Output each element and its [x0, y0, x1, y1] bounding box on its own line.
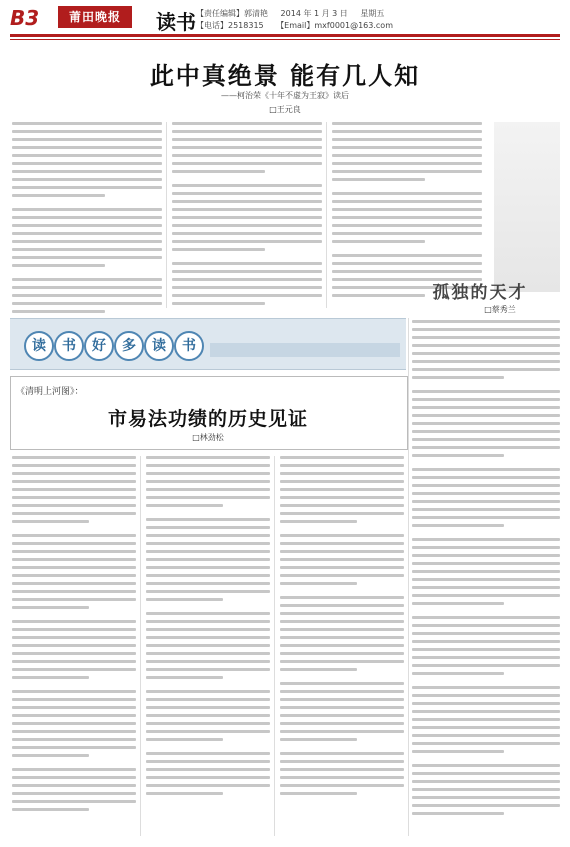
column-divider	[140, 456, 141, 836]
issue-date: 2014 年 1 月 3 日	[280, 9, 348, 18]
banner-character: 读	[24, 331, 54, 361]
page-number: B3	[10, 6, 40, 30]
second-article-byline: □林劲松	[192, 433, 224, 442]
sidebar-body	[412, 320, 560, 820]
banner-character: 书	[54, 331, 84, 361]
banner-decoration	[210, 343, 400, 357]
paper-logo: 莆田晚报	[58, 6, 132, 28]
masthead-rule-thin	[10, 39, 560, 40]
main-article-headline: 此中真绝景 能有几人知	[149, 62, 421, 90]
editor-credit: 【责任编辑】郭清艳	[196, 9, 268, 18]
column-divider	[326, 122, 327, 308]
main-article-byline: □王元良	[269, 105, 301, 114]
banner-character: 多	[114, 331, 144, 361]
issue-weekday: 星期五	[360, 9, 385, 18]
second-article-column-3	[280, 456, 404, 800]
masthead	[0, 0, 570, 44]
column-divider	[408, 318, 409, 836]
banner-character: 读	[144, 331, 174, 361]
masthead-rule	[10, 34, 560, 37]
phone-credit: 【电话】2518315	[196, 21, 264, 30]
reading-banner	[10, 318, 406, 370]
main-article-deck: ——柯治荣《十年不虚为王寂》读后	[221, 91, 349, 100]
banner-character: 书	[174, 331, 204, 361]
sidebar-illustration	[494, 122, 560, 292]
second-article-column-1	[12, 456, 136, 816]
edition-info-row-1	[196, 8, 556, 20]
main-article-column-3	[332, 122, 482, 302]
column-divider	[274, 456, 275, 836]
banner-character: 好	[84, 331, 114, 361]
sidebar-byline: □蔡秀兰	[484, 305, 516, 314]
second-article-kicker: 《清明上河图》：	[16, 387, 84, 397]
edition-info-row-2	[196, 20, 556, 32]
column-divider	[166, 122, 167, 308]
email-credit: 【Email】mxf0001@163.com	[276, 21, 393, 30]
edition-info	[196, 8, 556, 32]
second-article-column-2	[146, 456, 270, 800]
section-title: 读书	[156, 10, 196, 34]
main-article-column-1	[12, 122, 162, 318]
sidebar-headline: 孤独的天才	[432, 283, 528, 303]
main-article-column-2	[172, 122, 322, 310]
second-article-headline: 市易法功绩的历史见证	[107, 408, 308, 430]
